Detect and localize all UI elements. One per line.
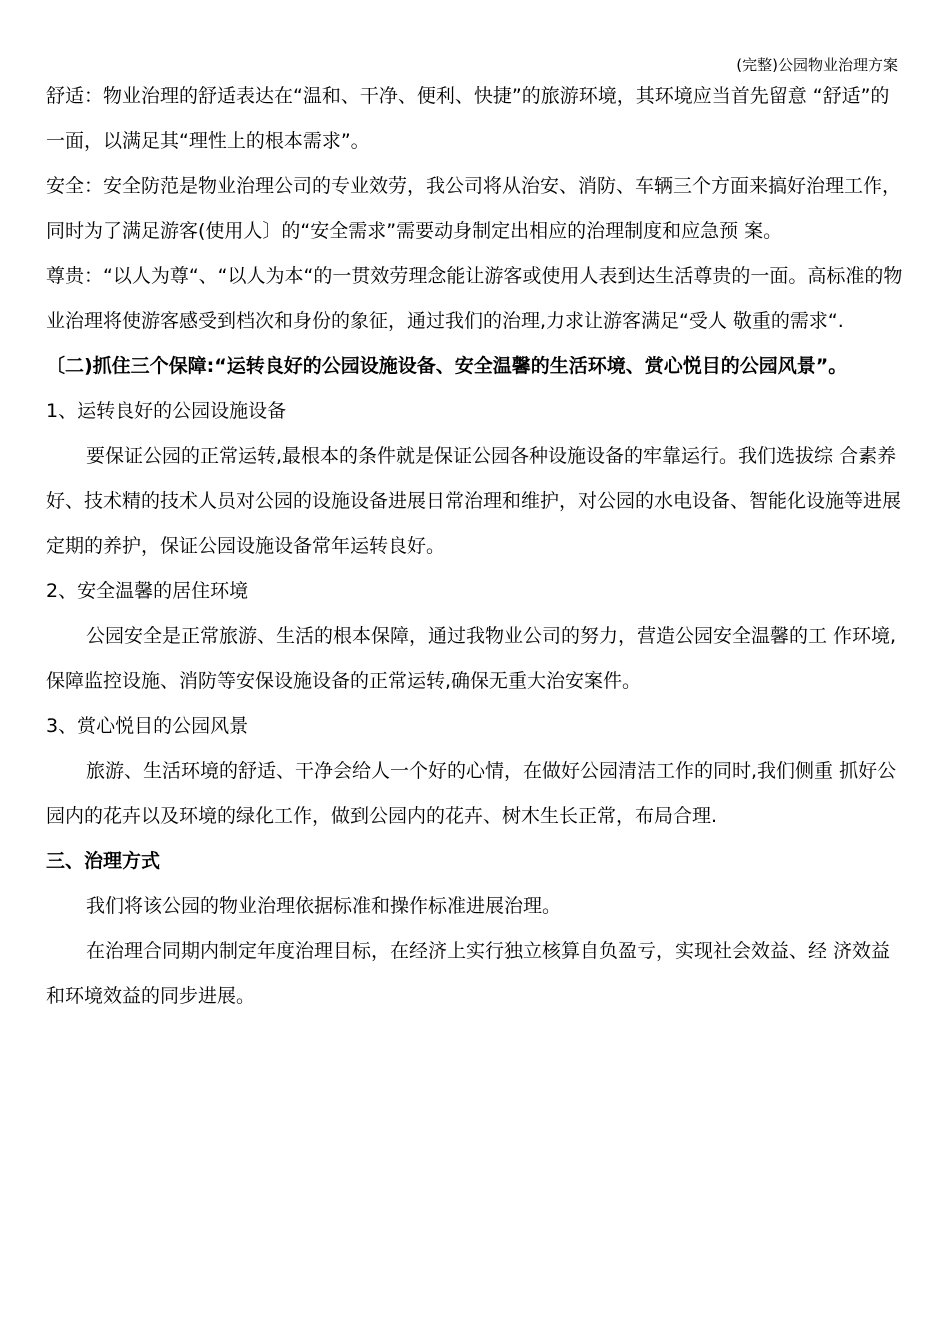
subheading-living-environment: 2、安全温馨的居住环境 xyxy=(46,580,249,602)
subheading-scenery: 3、赏心悦目的公园风景 xyxy=(46,715,249,737)
paragraph-annual-goals: 在治理合同期内制定年度治理目标，在经济上实行独立核算自负盈亏，实现社会效益、经 济效益和环境效益的同步进展。 xyxy=(46,940,891,1007)
section-heading-management-method: 三、治理方式 xyxy=(46,850,161,872)
section-heading-three-guarantees: 〔二)抓住三个保障:“运转良好的公园设施设备、安全温馨的生活环境、赏心悦目的公园风景”。 xyxy=(46,355,848,377)
paragraph-comfort: 舒适：物业治理的舒适表达在“温和、干净、便利、快捷”的旅游环境，其环境应当首先留意 “舒适”的一面，以满足其“理性上的根本需求”。 xyxy=(46,85,890,152)
paragraph-scenery: 旅游、生活环境的舒适、干净会给人一个好的心情，在做好公园清洁工作的同时,我们侧重 抓好公园内的花卉以及环境的绿化工作，做到公园内的花卉、树木生长正常，布局合理. xyxy=(46,760,897,827)
paragraph-facilities: 要保证公园的正常运转,最根本的条件就是保证公园各种设施设备的牢靠运行。我们选拔综 合素养好、技术精的技术人员对公园的设施设备进展日常治理和维护，对公园的水电设备、智能化设施等进展定期的养护，保证公园设施设备常年运转良好。 xyxy=(46,445,902,557)
page-header-title: (完整)公园物业治理方案 xyxy=(736,56,898,74)
paragraph-management-standard: 我们将该公园的物业治理依据标准和操作标准进展治理。 xyxy=(86,895,562,917)
paragraph-dignity: 尊贵：“以人为尊“、“以人为本“的一贯效劳理念能让游客或使用人表到达生活尊贵的一面。高标准的物业治理将使游客感受到档次和身份的象征，通过我们的治理,力求让游客满足“受人 敬重的需求“. xyxy=(46,265,903,332)
paragraph-living-environment: 公园安全是正常旅游、生活的根本保障，通过我物业公司的努力，营造公园安全温馨的工 作环境,保障监控设施、消防等安保设施设备的正常运转,确保无重大治安案件。 xyxy=(46,625,897,692)
subheading-facilities: 1、运转良好的公园设施设备 xyxy=(46,400,287,422)
paragraph-safety: 安全：安全防范是物业治理公司的专业效劳，我公司将从治安、消防、车辆三个方面来搞好治理工作，同时为了满足游客(使用人〕的“安全需求”需要动身制定出相应的治理制度和应急预 案。 xyxy=(46,175,902,242)
document-body xyxy=(46,74,906,1019)
